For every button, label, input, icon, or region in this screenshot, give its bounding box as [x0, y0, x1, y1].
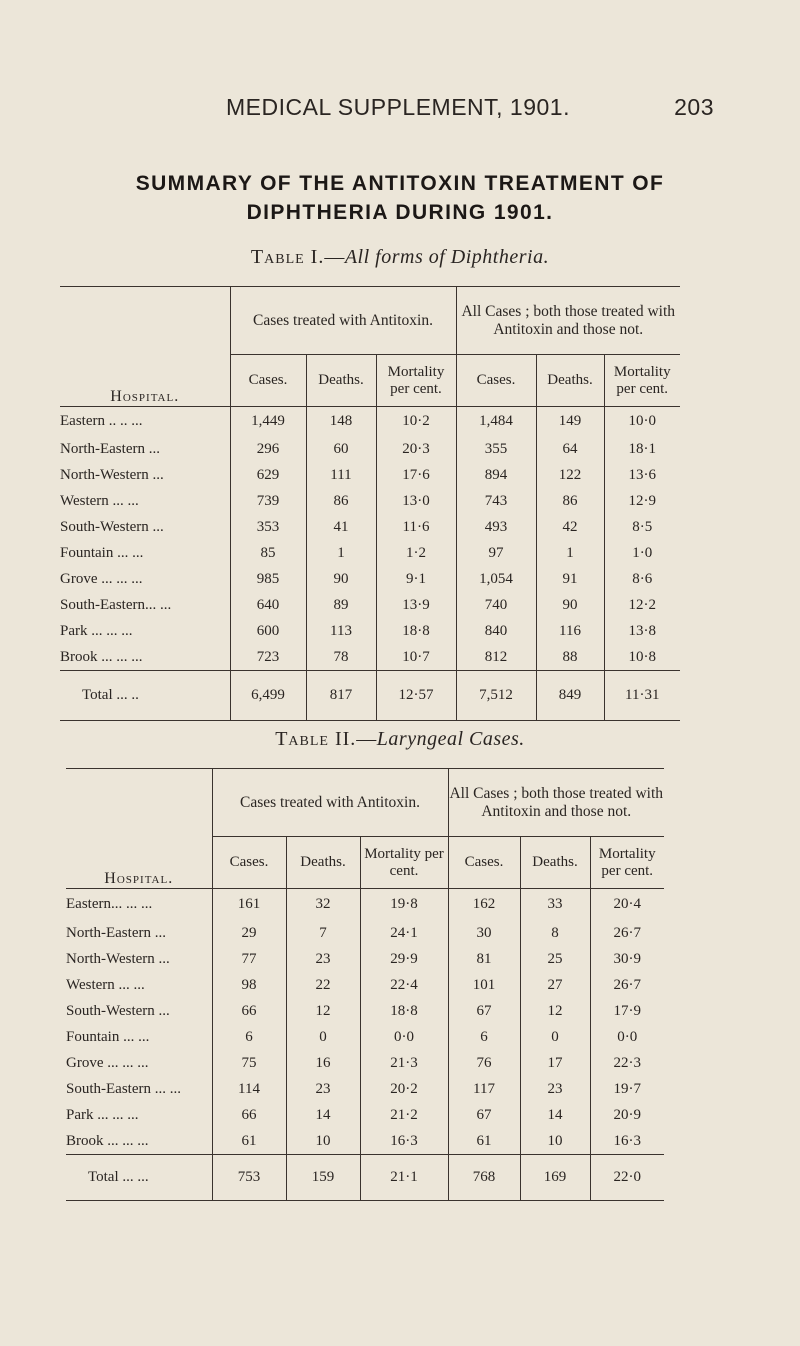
- data-cell: 1·2: [376, 541, 456, 567]
- table-row: [66, 1129, 664, 1155]
- data-cell: 14: [520, 1103, 590, 1129]
- table-1-body: [60, 407, 680, 721]
- total-cell: 12·57: [376, 671, 456, 721]
- table-2-subheader: Cases.: [448, 837, 520, 889]
- total-label: Total ... ..: [60, 671, 230, 721]
- data-cell: 13·0: [376, 489, 456, 515]
- data-cell: 10·7: [376, 645, 456, 671]
- table-row: [66, 999, 664, 1025]
- table-1-subheader: Deaths.: [536, 355, 604, 407]
- table-row: [60, 593, 680, 619]
- total-cell: 849: [536, 671, 604, 721]
- data-cell: 33: [520, 889, 590, 921]
- data-cell: 10·8: [628, 648, 656, 665]
- data-cell: 812: [456, 645, 536, 671]
- data-cell: 19·7: [613, 1081, 641, 1097]
- table-1-group-all-header: All Cases ; both those treated with Antitoxin and those not.: [456, 287, 680, 355]
- data-cell: 20·9: [613, 1107, 641, 1123]
- page-number: 203: [674, 94, 714, 120]
- data-cell: 600: [230, 619, 306, 645]
- data-cell: 29: [212, 921, 286, 947]
- data-cell: 25: [520, 947, 590, 973]
- data-cell: 22·3: [613, 1055, 641, 1071]
- data-cell: 97: [456, 541, 536, 567]
- data-cell: 24·1: [360, 921, 448, 947]
- data-cell: 1·0: [632, 545, 653, 561]
- table-1-subheader: Cases.: [230, 355, 306, 407]
- table-2-subheader: Mortality per cent.: [590, 837, 664, 889]
- table-row: [66, 1077, 664, 1103]
- data-cell: 26·7: [613, 977, 641, 993]
- data-cell: 296: [230, 437, 306, 463]
- data-cell: 76: [448, 1051, 520, 1077]
- table-2-title: [0, 728, 800, 751]
- hospital-name: Grove ... ... ...: [60, 567, 230, 593]
- table-row: [66, 921, 664, 947]
- table-2-subheader: Deaths.: [286, 837, 360, 889]
- data-cell: 493: [456, 515, 536, 541]
- data-cell: 18·1: [628, 441, 656, 457]
- data-cell: 8·6: [632, 571, 653, 587]
- data-cell: 743: [456, 489, 536, 515]
- running-title: MEDICAL SUPPLEMENT, 1901.: [226, 94, 570, 120]
- data-cell: 12·9: [628, 493, 656, 509]
- data-cell: 42: [536, 515, 604, 541]
- table-2-group-all-header: All Cases ; both those treated with Antitoxin and those not.: [448, 769, 664, 837]
- data-cell: 19·8: [360, 889, 448, 921]
- data-cell: 6: [212, 1025, 286, 1051]
- data-cell: 67: [448, 1103, 520, 1129]
- data-cell: 113: [306, 619, 376, 645]
- data-cell: 13·8: [628, 623, 656, 639]
- total-cell: 753: [212, 1155, 286, 1201]
- data-cell: 90: [536, 593, 604, 619]
- data-cell: 90: [306, 567, 376, 593]
- data-cell: 23: [286, 947, 360, 973]
- hospital-name: Western ... ...: [60, 489, 230, 515]
- table-row: [60, 463, 680, 489]
- data-cell: 16·3: [360, 1129, 448, 1155]
- data-cell: 353: [230, 515, 306, 541]
- table-2-subheader: Cases.: [212, 837, 286, 889]
- data-cell: 9·1: [376, 567, 456, 593]
- data-cell: 13·9: [376, 593, 456, 619]
- hospital-name: South-Western ...: [60, 515, 230, 541]
- data-cell: 111: [306, 463, 376, 489]
- table-row: [66, 1025, 664, 1051]
- table-row: [66, 1103, 664, 1129]
- data-cell: 66: [212, 999, 286, 1025]
- hospital-name: North-Western ...: [66, 947, 212, 973]
- data-cell: 77: [212, 947, 286, 973]
- total-cell: 159: [286, 1155, 360, 1201]
- table-1-subheader: Cases.: [456, 355, 536, 407]
- data-cell: 85: [230, 541, 306, 567]
- data-cell: 985: [230, 567, 306, 593]
- data-cell: 116: [536, 619, 604, 645]
- table-1-subheader: Mortality per cent.: [376, 355, 456, 407]
- data-cell: 86: [536, 489, 604, 515]
- hospital-name: North-Eastern ...: [60, 437, 230, 463]
- hospital-name: Brook ... ... ...: [60, 645, 230, 671]
- data-cell: 23: [286, 1077, 360, 1103]
- running-head: [0, 94, 800, 124]
- data-cell: 66: [212, 1103, 286, 1129]
- total-cell: 169: [520, 1155, 590, 1201]
- data-cell: 20·3: [376, 437, 456, 463]
- data-cell: 8·5: [632, 519, 653, 535]
- hospital-name: North-Western ...: [60, 463, 230, 489]
- data-cell: 149: [536, 407, 604, 437]
- table-1-title: [0, 246, 800, 269]
- data-cell: 740: [456, 593, 536, 619]
- hospital-name: Brook ... ... ...: [66, 1129, 212, 1155]
- data-cell: 61: [212, 1129, 286, 1155]
- data-cell: 91: [536, 567, 604, 593]
- data-cell: 26·7: [613, 925, 641, 941]
- data-cell: 17·6: [376, 463, 456, 489]
- total-cell: 7,512: [456, 671, 536, 721]
- data-cell: 41: [306, 515, 376, 541]
- table-row: [60, 541, 680, 567]
- data-cell: 78: [306, 645, 376, 671]
- table-2-caption: Laryngeal Cases.: [376, 728, 525, 750]
- table-2-subheader: Deaths.: [520, 837, 590, 889]
- data-cell: 629: [230, 463, 306, 489]
- table-1-label: Table I.: [250, 246, 325, 268]
- hospital-name: South-Eastern ... ...: [66, 1077, 212, 1103]
- table-row: [66, 1051, 664, 1077]
- table-row: [60, 437, 680, 463]
- data-cell: 67: [448, 999, 520, 1025]
- data-cell: 88: [536, 645, 604, 671]
- total-label: Total ... ...: [66, 1155, 212, 1201]
- data-cell: 30: [448, 921, 520, 947]
- data-cell: 1: [536, 541, 604, 567]
- data-cell: 10·2: [376, 407, 456, 437]
- data-cell: 6: [448, 1025, 520, 1051]
- hospital-name: South-Western ...: [66, 999, 212, 1025]
- table-2-subheader: Mortality per cent.: [360, 837, 448, 889]
- total-cell: 21·1: [360, 1155, 448, 1201]
- data-cell: 739: [230, 489, 306, 515]
- data-cell: 12: [286, 999, 360, 1025]
- main-title-line-2: DIPHTHERIA DURING 1901.: [246, 201, 554, 224]
- data-cell: 17·9: [613, 1003, 641, 1019]
- total-cell: 11·31: [604, 671, 680, 721]
- data-cell: 22: [286, 973, 360, 999]
- table-2: [66, 768, 664, 1201]
- data-cell: 12: [520, 999, 590, 1025]
- data-cell: 11·6: [376, 515, 456, 541]
- data-cell: 355: [456, 437, 536, 463]
- data-cell: 21·2: [360, 1103, 448, 1129]
- data-cell: 81: [448, 947, 520, 973]
- hospital-name: Fountain ... ...: [60, 541, 230, 567]
- table-row: [66, 947, 664, 973]
- total-cell: 6,499: [230, 671, 306, 721]
- hospital-name: Eastern .. .. ...: [60, 407, 230, 437]
- data-cell: 0: [286, 1025, 360, 1051]
- data-cell: 29·9: [360, 947, 448, 973]
- data-cell: 18·8: [360, 999, 448, 1025]
- data-cell: 162: [448, 889, 520, 921]
- table-2-hospital-header: Hospital.: [66, 769, 212, 889]
- table-1-dash: —: [324, 246, 345, 268]
- hospital-name: North-Eastern ...: [66, 921, 212, 947]
- data-cell: 148: [306, 407, 376, 437]
- data-cell: 75: [212, 1051, 286, 1077]
- hospital-name: Park ... ... ...: [66, 1103, 212, 1129]
- table-total-row: [60, 671, 680, 721]
- table-2-body: [66, 889, 664, 1201]
- table-row: [66, 973, 664, 999]
- hospital-name: Eastern... ... ...: [66, 889, 212, 921]
- data-cell: 16: [286, 1051, 360, 1077]
- hospital-name: Park ... ... ...: [60, 619, 230, 645]
- table-1: [60, 286, 680, 721]
- data-cell: 60: [306, 437, 376, 463]
- data-cell: 14: [286, 1103, 360, 1129]
- table-row: [60, 567, 680, 593]
- data-cell: 0·0: [617, 1029, 638, 1045]
- data-cell: 101: [448, 973, 520, 999]
- data-cell: 20·2: [360, 1077, 448, 1103]
- data-cell: 21·3: [360, 1051, 448, 1077]
- table-1-subheader: Deaths.: [306, 355, 376, 407]
- data-cell: 23: [520, 1077, 590, 1103]
- table-total-row: [66, 1155, 664, 1201]
- total-cell: 768: [448, 1155, 520, 1201]
- table-1-group-treated-header: Cases treated with Antitoxin.: [230, 287, 456, 355]
- data-cell: 22·4: [360, 973, 448, 999]
- data-cell: 161: [212, 889, 286, 921]
- table-row: [60, 515, 680, 541]
- data-cell: 1,484: [456, 407, 536, 437]
- main-title-line-1: SUMMARY OF THE ANTITOXIN TREATMENT OF: [135, 172, 665, 195]
- hospital-name: Grove ... ... ...: [66, 1051, 212, 1077]
- data-cell: 61: [448, 1129, 520, 1155]
- table-row: [60, 489, 680, 515]
- data-cell: 840: [456, 619, 536, 645]
- table-row: [60, 645, 680, 671]
- data-cell: 894: [456, 463, 536, 489]
- hospital-name: South-Eastern... ...: [60, 593, 230, 619]
- data-cell: 0·0: [360, 1025, 448, 1051]
- data-cell: 10: [520, 1129, 590, 1155]
- data-cell: 10·0: [604, 407, 680, 437]
- data-cell: 89: [306, 593, 376, 619]
- total-cell: 817: [306, 671, 376, 721]
- data-cell: 20·4: [590, 889, 664, 921]
- hospital-name: Fountain ... ...: [66, 1025, 212, 1051]
- data-cell: 0: [520, 1025, 590, 1051]
- data-cell: 32: [286, 889, 360, 921]
- data-cell: 12·2: [628, 597, 656, 613]
- data-cell: 16·3: [613, 1132, 641, 1149]
- table-2-group-treated-header: Cases treated with Antitoxin.: [212, 769, 448, 837]
- table-2-label: Table II.: [275, 728, 357, 750]
- data-cell: 723: [230, 645, 306, 671]
- table-1-subheader: Mortality per cent.: [604, 355, 680, 407]
- data-cell: 114: [212, 1077, 286, 1103]
- data-cell: 117: [448, 1077, 520, 1103]
- hospital-name: Western ... ...: [66, 973, 212, 999]
- data-cell: 98: [212, 973, 286, 999]
- data-cell: 30·9: [613, 951, 641, 967]
- data-cell: 1: [306, 541, 376, 567]
- data-cell: 1,449: [230, 407, 306, 437]
- data-cell: 18·8: [376, 619, 456, 645]
- data-cell: 17: [520, 1051, 590, 1077]
- total-cell: 22·0: [590, 1155, 664, 1201]
- table-row: [60, 407, 680, 437]
- table-row: [66, 889, 664, 921]
- table-2-dash: —: [356, 728, 377, 750]
- data-cell: 640: [230, 593, 306, 619]
- table-1-hospital-header: Hospital.: [60, 287, 230, 407]
- data-cell: 8: [520, 921, 590, 947]
- data-cell: 10: [286, 1129, 360, 1155]
- table-1-caption: All forms of Diphtheria.: [344, 246, 550, 268]
- data-cell: 86: [306, 489, 376, 515]
- table-row: [60, 619, 680, 645]
- data-cell: 1,054: [456, 567, 536, 593]
- data-cell: 27: [520, 973, 590, 999]
- data-cell: 122: [536, 463, 604, 489]
- data-cell: 64: [536, 437, 604, 463]
- data-cell: 7: [286, 921, 360, 947]
- data-cell: 13·6: [628, 467, 656, 483]
